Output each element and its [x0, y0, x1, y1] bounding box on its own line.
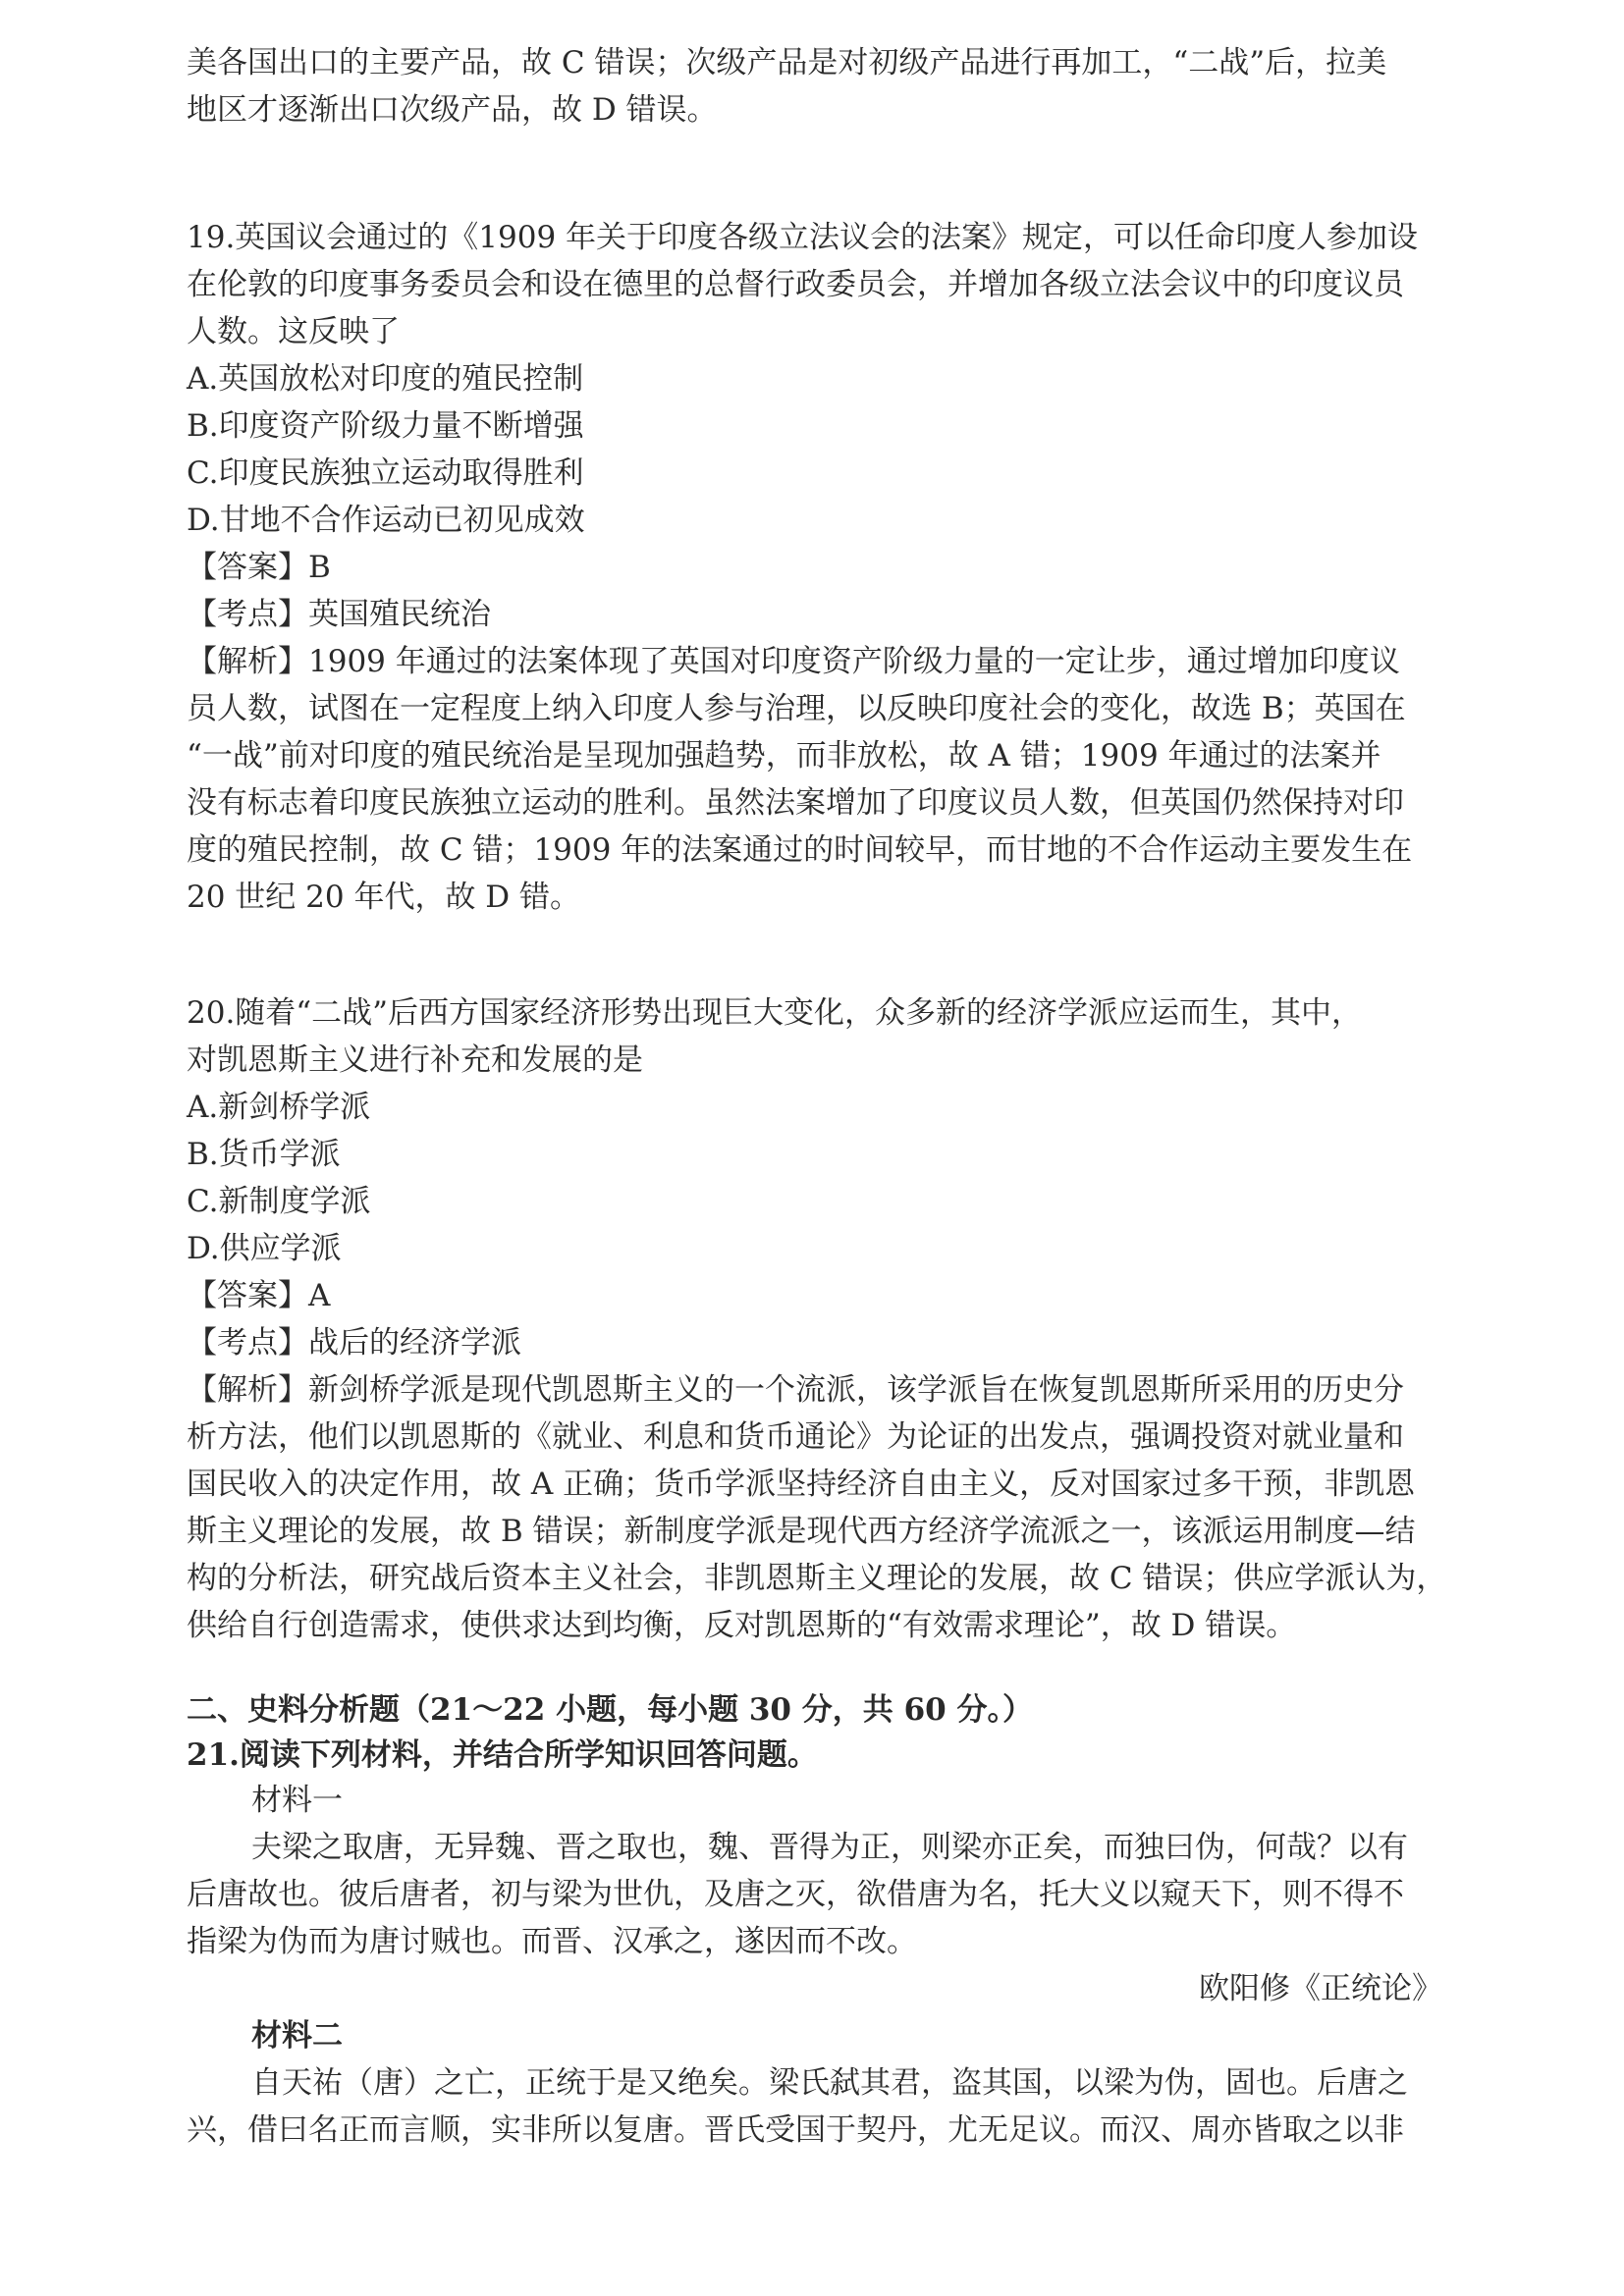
- q19-option-b: B.印度资产阶级力量不断增强: [187, 408, 584, 444]
- q19-point: 【考点】英国殖民统治: [187, 597, 491, 632]
- q19-analysis-line: 20 世纪 20 年代，故 D 错。: [187, 880, 581, 915]
- q20-analysis-line: 供给自行创造需求，使供求达到均衡，反对凯恩斯的“有效需求理论”，故 D 错误。: [187, 1608, 1297, 1643]
- q20-option-b: B.货币学派: [187, 1137, 341, 1172]
- q20-analysis-line: 构的分析法，研究战后资本主义社会，非凯恩斯主义理论的发展，故 C 错误；供应学派认为，: [187, 1561, 1447, 1596]
- q19-stem-line: 在伦敦的印度事务委员会和设在德里的总督行政委员会，并增加各级立法会议中的印度议员: [187, 267, 1404, 302]
- q19-analysis-line: “一战”前对印度的殖民统治是呈现加强趋势，而非放松，故 A 错；1909 年通过的法案并: [187, 738, 1381, 774]
- q20-analysis-line: 析方法，他们以凯恩斯的《就业、利息和货币通论》为论证的出发点，强调投资对就业量和: [187, 1419, 1404, 1455]
- material-two-title: 材料二: [251, 2018, 343, 2054]
- material-one-title: 材料一: [251, 1783, 343, 1818]
- material-two-line: 自天祐（唐）之亡，正统于是又绝矣。梁氏弑其君，盗其国，以梁为伪，固也。后唐之: [251, 2065, 1408, 2101]
- material-one-line: 后唐故也。彼后唐者，初与梁为世仇，及唐之灭，欲借唐为名，托大义以窥天下，则不得不: [187, 1877, 1404, 1912]
- q19-option-a: A.英国放松对印度的殖民控制: [187, 361, 584, 397]
- q18-analysis-line: 地区才逐渐出口次级产品，故 D 错误。: [187, 92, 718, 128]
- q20-option-c: C.新制度学派: [187, 1184, 371, 1219]
- q19-stem-line: 人数。这反映了: [187, 314, 400, 349]
- section-heading: 二、史料分析题（21～22 小题，每小题 30 分，共 60 分。）: [187, 1692, 1034, 1728]
- q20-stem-line: 20.随着“二战”后西方国家经济形势出现巨大变化，众多新的经济学派应运而生，其中，: [187, 995, 1362, 1031]
- q19-analysis-line: 度的殖民控制，故 C 错；1909 年的法案通过的时间较早，而甘地的不合作运动主要发生在: [187, 832, 1413, 868]
- q20-analysis-line: 斯主义理论的发展，故 B 错误；新制度学派是现代西方经济学流派之一，该派运用制度—结: [187, 1514, 1416, 1549]
- q19-option-c: C.印度民族独立运动取得胜利: [187, 455, 584, 491]
- material-one-source: 欧阳修《正统论》: [1199, 1971, 1442, 2006]
- q19-stem-line: 19.英国议会通过的《1909 年关于印度各级立法议会的法案》规定，可以任命印度人参加设: [187, 220, 1419, 255]
- q18-analysis-line: 美各国出口的主要产品，故 C 错误；次级产品是对初级产品进行再加工，“二战”后，拉美: [187, 45, 1387, 80]
- material-one-line: 夫梁之取唐，无异魏、晋之取也，魏、晋得为正，则梁亦正矣，而独曰伪，何哉？以有: [251, 1830, 1408, 1865]
- material-two-line: 兴，借曰名正而言顺，实非所以复唐。晋氏受国于契丹，尤无足议。而汉、周亦皆取之以非: [187, 2112, 1404, 2148]
- material-one-line: 指梁为伪而为唐讨贼也。而晋、汉承之，遂因而不改。: [187, 1924, 917, 1959]
- q19-analysis-line: 【解析】1909 年通过的法案体现了英国对印度资产阶级力量的一定让步，通过增加印度议: [187, 644, 1400, 679]
- q20-answer: 【答案】A: [187, 1278, 331, 1313]
- q20-analysis-line: 国民收入的决定作用，故 A 正确；货币学派坚持经济自由主义，反对国家过多干预，非凯恩: [187, 1467, 1416, 1502]
- q20-option-a: A.新剑桥学派: [187, 1090, 371, 1125]
- q20-analysis-line: 【解析】新剑桥学派是现代凯恩斯主义的一个流派，该学派旨在恢复凯恩斯所采用的历史分: [187, 1372, 1404, 1408]
- q20-point: 【考点】战后的经济学派: [187, 1325, 521, 1361]
- q19-answer: 【答案】B: [187, 550, 331, 585]
- q21-stem: 21.阅读下列材料，并结合所学知识回答问题。: [187, 1737, 818, 1773]
- q19-option-d: D.甘地不合作运动已初见成效: [187, 503, 585, 538]
- q20-stem-line: 对凯恩斯主义进行补充和发展的是: [187, 1042, 643, 1078]
- q20-option-d: D.供应学派: [187, 1231, 342, 1266]
- q19-analysis-line: 没有标志着印度民族独立运动的胜利。虽然法案增加了印度议员人数，但英国仍然保持对印: [187, 785, 1404, 821]
- q19-analysis-line: 员人数，试图在一定程度上纳入印度人参与治理，以反映印度社会的变化，故选 B；英国在: [187, 691, 1406, 726]
